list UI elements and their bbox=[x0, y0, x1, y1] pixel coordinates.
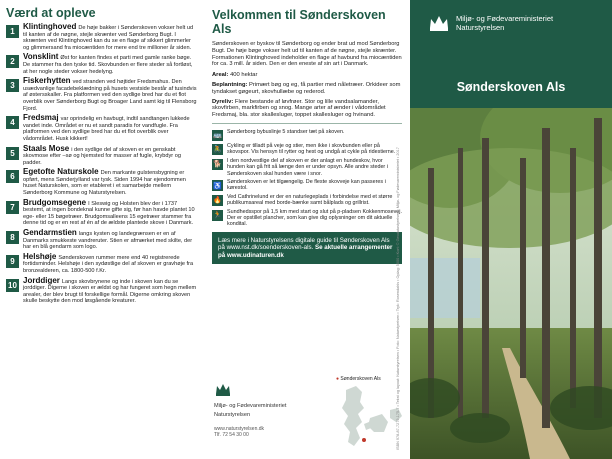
rule-icon: 🚴 bbox=[212, 144, 223, 155]
rule-text: Sundhedsspor på 1,5 km med start og slut på p-pladsen Kokkenmosevej. Der er opstillet plancher, som kan give dig oplysninger om dit aktuelle kondital. bbox=[227, 208, 402, 228]
animal-fact bbox=[212, 99, 402, 119]
footer-phone: Tlf. 72 54 30 00 bbox=[214, 432, 249, 439]
cover-agency: Naturstyrelsen bbox=[456, 23, 505, 32]
site-text bbox=[23, 251, 198, 275]
site-title: Jorddiger bbox=[23, 275, 60, 285]
rule-icon: 🚌 bbox=[212, 130, 223, 141]
plant-fact bbox=[212, 82, 402, 96]
site-number-badge: 9 bbox=[6, 255, 19, 268]
site-number-badge: 10 bbox=[6, 279, 19, 292]
rule-item bbox=[212, 194, 402, 207]
site-item bbox=[6, 275, 198, 305]
rule-text: I den nordvestlige del af skoven er der anlagt en hundeskov, hvor hunden kan gå frit så længe den er under opsyn. Alle andre steder i Sønderskoven skal hunden være i snor. bbox=[227, 157, 388, 177]
rule-text: Sønderskoven er let tilgængelig. De fleste skovveje kan passeres i kørestol. bbox=[227, 179, 386, 192]
rule-item bbox=[212, 179, 402, 192]
site-item bbox=[6, 115, 198, 142]
animal-label: Dyreliv: bbox=[212, 98, 234, 105]
rule-text: Ved Cathrinelund er der en naturlegeplads i forbindelse med et større publikumsareal med borde-bænke samt bålplads og grillrist. bbox=[227, 193, 393, 207]
area-fact bbox=[212, 72, 402, 79]
intro-paragraph: Sønderskoven er byskov til Sønderborg og ender brat ud mod Sønderborg Bugt. De høje bøge vokser helt ud til kanten af de nøgne, stejle skrænter. Formationen Klintinghoved indeholder en flage af havbund fra miocæntiden for ca. 3 mill. år siden. Den er den eneste af sin art i Danmark. bbox=[212, 41, 402, 68]
footer bbox=[214, 382, 334, 438]
rule-item bbox=[212, 143, 402, 156]
rules-list bbox=[212, 129, 402, 228]
sites-heading: Værd at opleve bbox=[6, 6, 96, 20]
sites-column bbox=[0, 0, 204, 459]
footer-web: www.naturstyrelsen.dk bbox=[214, 426, 265, 433]
cover-panel bbox=[410, 0, 612, 459]
rule-icon: 🏃 bbox=[212, 210, 223, 221]
site-description: ved stranden ved højtider Fredsmahus. Den usædvanlige facadebeklædning på husets vestside består af tusindvis af østersskaller. Fra platformen ved den sydlige bred har du et flot overblik over Sønderborg Bugt og Broager Land samt kig til Flensborg Fjord. bbox=[23, 79, 197, 112]
site-item bbox=[6, 78, 198, 112]
site-number-badge: 2 bbox=[6, 55, 19, 68]
divider bbox=[212, 123, 402, 124]
footer-ministry: Miljø- og Fødevareministeriet bbox=[214, 403, 287, 409]
site-title: Fiskerhytten bbox=[23, 76, 71, 86]
site-number-badge: 6 bbox=[6, 170, 19, 183]
rule-item bbox=[212, 158, 402, 177]
rule-item bbox=[212, 209, 402, 228]
rule-icon: ♿ bbox=[212, 180, 223, 191]
site-text bbox=[23, 169, 198, 196]
site-text bbox=[23, 54, 198, 75]
site-number-badge: 7 bbox=[6, 201, 19, 214]
site-number-badge: 1 bbox=[6, 25, 19, 38]
site-item bbox=[6, 230, 198, 251]
site-number-badge: 8 bbox=[6, 231, 19, 244]
site-description: langs kysten og landegrænsen er en af Danmarks smukkeste vandreruter. Stien er afmærket med skilte, der har en blå gendarm som logo. bbox=[23, 231, 193, 251]
plant-label: Beplantning: bbox=[212, 81, 248, 88]
rule-text: Sønderborg bybuslinje 5 standser tæt på skoven. bbox=[227, 128, 345, 135]
area-value: 400 hektar bbox=[230, 72, 258, 79]
info-text: Læs mere i Naturstyrelsens digitale guide til Sønderskoven Als på www.nst.dk/soenderskoven-als. bbox=[218, 236, 390, 252]
footer-agency: Naturstyrelsen bbox=[214, 411, 251, 418]
info-box bbox=[212, 232, 402, 264]
site-title: Helshøje bbox=[23, 251, 57, 261]
cover-ministry: Miljø- og Fødevareministeriet bbox=[456, 14, 554, 23]
rule-icon: 🔥 bbox=[212, 195, 223, 206]
site-number-badge: 5 bbox=[6, 147, 19, 160]
site-item bbox=[6, 54, 198, 75]
welcome-heading: Velkommen til Sønderskoven Als bbox=[212, 8, 386, 36]
site-text bbox=[23, 115, 198, 142]
site-text bbox=[23, 197, 198, 227]
site-description: Langs skovbrynene og inde i skoven kan du se jorddiger. Digerne i skoven er ældst og har fungeret som hegn mellem arealer, der blev brugt til forskellige formål. Digerne omkring skoven skulle beskytte den mod løsgående kreaturer. bbox=[23, 278, 197, 305]
site-item bbox=[6, 169, 198, 196]
site-number-badge: 4 bbox=[6, 116, 19, 129]
site-item bbox=[6, 143, 198, 167]
site-description: Den markante gulstensbygning er opført, mens Sønderjylland var tysk. Siden 1994 har ejendommen huset Naturskolen, som er etableret i et samarbejde mellem Sønderborg Kommune og Naturstyrelsen. bbox=[23, 170, 186, 197]
animal-value: Flere bestande af løvfrøer. Stor og lille vandsalamander, skovfirben, markfirben og snog. Mange arter af ænder i vådområdet Fredsmaj, bla. stor skallesluger, toppet skallesluger og hvinand. bbox=[212, 98, 386, 119]
crown-logo-icon bbox=[428, 14, 450, 32]
crown-logo-icon bbox=[214, 382, 232, 396]
site-title: Gendarmstien bbox=[23, 228, 77, 238]
site-title: Klintinghoved bbox=[23, 22, 77, 31]
rule-item bbox=[212, 129, 402, 141]
imprint-text: ISBN 978-87-7279-175-7 • Tekst og layout: Naturstyrelsen • Foto: Naturstyrelsen • Tryk: Rosendahls • Oplag: 5000 • Kort: © Geodatastyrelsen • Miljø- og Fødevareministeriet • 2017 bbox=[396, 147, 400, 450]
map-label: ● Sønderskoven Als bbox=[336, 376, 381, 382]
plant-value: Primært bøg og eg, få partier med nåletræer. Orkideer som tyndakset gøgeurt, skovhullæbe og rederod. bbox=[212, 81, 401, 95]
site-title: Staals Mose bbox=[23, 143, 70, 153]
site-text bbox=[23, 143, 198, 167]
site-text bbox=[23, 78, 198, 112]
area-label: Areal: bbox=[212, 72, 229, 79]
info-bold: Se aktuelle arrangementer på www.udinaturen.dk bbox=[218, 244, 393, 259]
cover-title: Sønderskoven Als bbox=[456, 80, 566, 94]
site-description: De høje bakker i Sønderskoven vokser helt ud til kanten af de nøgne, stejle skrænter ved Sønderborg Bugt. I skrænten ved Klintinghoved kan du se en flage af sikkert glimmerler og glimmersand fra miocæntiden for mere end tre millioner år siden. bbox=[23, 25, 194, 51]
site-title: Egetofte Naturskole bbox=[23, 167, 99, 177]
sites-list bbox=[6, 24, 198, 305]
rule-icon: 🐕 bbox=[212, 159, 223, 170]
site-description: var oprindelig en havbugt, indtil sandtangen lukkede vandet inde. Området er nu et sandt paradis for vandfugle. Fra platformen ved den sydlige bred har du et flot overblik over vådområdet. Husk kikkert! bbox=[23, 116, 190, 142]
site-description: Sønderskoven rummer mere end 40 registrerede fortidsminder. Helshøje i den sydøstlige del af skoven er gravhøje fra bronzealderen, ca. 1800-500 f.Kr. bbox=[23, 254, 194, 274]
site-description: Øst for kanten findes et parti med gamle ranke bøge. De stammer fra den tyske tid. Skovbunden er flere steder så fortløst, at her nogle steder vokser hedelyng. bbox=[23, 55, 193, 75]
forest-photo bbox=[410, 108, 612, 459]
site-item bbox=[6, 197, 198, 227]
site-title: Vonsklint bbox=[23, 52, 59, 62]
site-text bbox=[23, 24, 198, 51]
rule-text: Cykling er tilladt på veje og stier, men ikke i skovbunden eller på skovspor. Vis hensyn til rytter og hest og undgå at cykle på ridestierne. bbox=[227, 142, 396, 156]
site-title: Fredsmaj bbox=[23, 113, 59, 123]
site-text bbox=[23, 275, 198, 305]
site-title: Brudgomsegene bbox=[23, 197, 87, 207]
site-item bbox=[6, 24, 198, 51]
site-item bbox=[6, 251, 198, 275]
site-text bbox=[23, 230, 198, 251]
cover-brand bbox=[428, 14, 553, 32]
site-description: i den sydlige del af skoven er en genskabt skovmose efter –sø og hjemsted for masser af fugle, krybdyr og padder. bbox=[23, 146, 181, 166]
site-number-badge: 3 bbox=[6, 79, 19, 92]
site-description: I Sleswig og Holsten blev der i 1737 bestemt, at ingen bondeknal kunne gifte sig, før han havde plantet 10 ege- eller 15 bøgetræer. Brudgomsalleens 15 egetræer stammer fra denne tid og er en rest af én af de ældste plantede skove i Danmark. bbox=[23, 200, 195, 227]
